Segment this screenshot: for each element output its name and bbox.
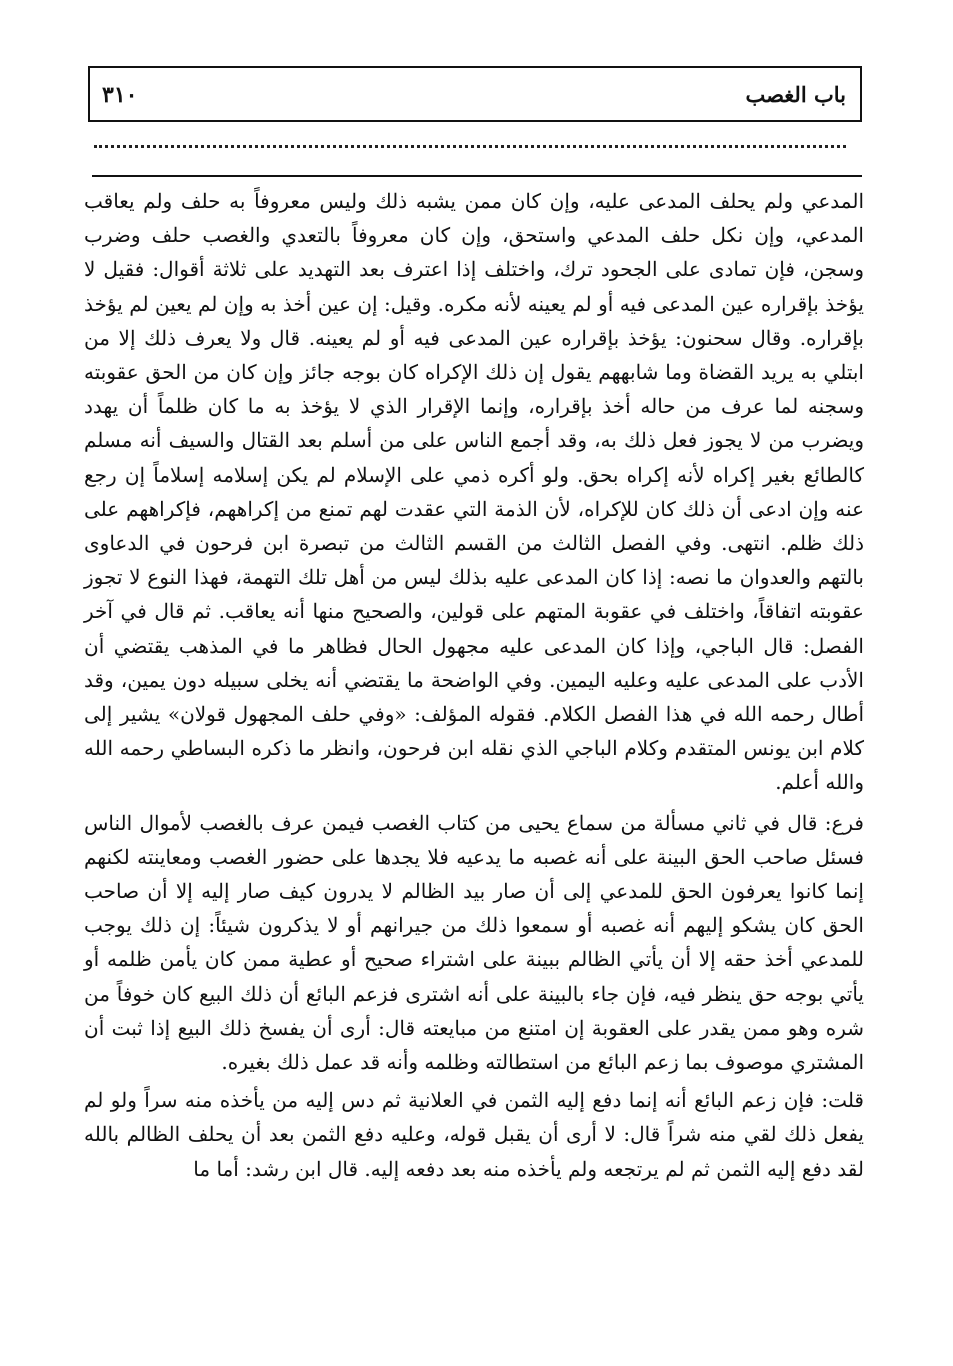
dotted-divider (94, 145, 846, 148)
solid-divider (92, 175, 862, 177)
page-header (88, 66, 862, 122)
paragraph: المدعي ولم يحلف المدعى عليه، وإن كان ممن يشبه ذلك وليس معروفاً به حلف ولم يعاقب المدعي، وإن نكل حلف المدعي واستحق، وإن كان معروفاً بالتعدي والغصب حلف وضرب وسجن، فإن تمادى على الجحود ترك، واختلف إذا اعترف بعد التهديد على ثلاثة أقوال: فقيل لا يؤخذ بإقراره عين المدعى فيه أو لم يعينه لأنه مكره. وقيل: إن عين أخذ به وإن لم يعين لم يؤخذ بإقراره. وقال سحنون: يؤخذ بإقراره عين المدعى فيه أو لم يعينه. قال ولا يعرف ذلك إلا من ابتلي به يريد القضاة وما شابههم يقول إن ذلك الإكراه كان بوجه جائز وإن كان من الحق عقوبته وسجنه لما عرف من حاله أخذ بإقراره، وإنما الإقرار الذي لا يؤخذ به ما كان ظلماً أن يهدد ويضرب من لا يجوز فعل ذلك به، وقد أجمع الناس على من أسلم بعد القتال والسيف أنه مسلم كالطائع بغير إكراه لأنه إكراه بحق. ولو أكره ذمي على الإسلام لم يكن إسلامه إسلاماً إن رجع عنه وإن ادعى أن ذلك كان للإكراه، لأن الذمة التي عقدت لهم تمنع من إكراههم، فإكراههم على ذلك ظلم. انتهى. وفي الفصل الثالث من القسم الثالث من تبصرة ابن فرحون في الدعاوى بالتهم والعدوان ما نصه: إذا كان المدعى عليه بذلك ليس من أهل تلك التهمة، فهذا النوع لا تجوز عقوبته اتفاقاً، واختلف في عقوبة المتهم على قولين، والصحيح منها أنه يعاقب. ثم قال في آخر الفصل: قال الباجي، وإذا كان المدعى عليه مجهول الحال فظاهر ما في المذهب يقتضي أن الأدب على المدعى عليه وعليه اليمين. وفي الواضحة ما يقتضي أنه يخلى سبيله دون يمين، وقد أطال رحمه الله في هذا الفصل الكلام. فقوله المؤلف: «وفي حلف المجهول قولان» يشير إلى كلام ابن يونس المتقدم وكلام الباجي الذي نقله ابن فرحون، وانظر ما ذكره البساطي رحمه الله والله أعلم. (84, 189, 864, 795)
body-text (84, 184, 864, 1186)
paragraph: فرع: قال في ثاني مسألة من سماع يحيى من كتاب الغصب فيمن عرف بالغصب لأموال الناس فسئل صاحب الحق البينة على أنه غصبه ما يدعيه فلا يجدها على حضور الغصب ومعاينته لكنهم إنما كانوا يعرفون الحق للمدعي إلى أن صار بيد الظالم لا يدرون كيف صار إليه إلا أن صاحب الحق كان يشكو إليهم أنه غصبه أو سمعوا ذلك من جيرانهم أو لا يذكرون شيئاً: إن ذلك يوجب للمدعي أخذ حقه إلا أن يأتي الظالم ببينة على اشتراء صحيح أو عطية ممن كان يأمن ظلمه أو يأتي بوجه حق ينظر فيه، فإن جاء بالبينة على أنه اشترى فزعم البائع أن ذلك البيع كان خوفاً من شره وهو ممن يقدر على العقوبة إن امتنع من مبايعته قال: أرى أن يفسخ ذلك البيع إذا ثبت أن المشتري موصوف بما زعم البائع من استطالته وظلمه وأنه قد عمل ذلك بغيره. (84, 810, 864, 1075)
paragraph: قلت: فإن زعم البائع أنه إنما دفع إليه الثمن في العلانية ثم دس إليه من يأخذه منه سراً ولو لم يفعل ذلك لقي منه شراً قال: لا أرى أن يقبل قوله، وعليه دفع الثمن بعد أن يحلف الظالم بالله لقد دفع إليه الثمن ثم لم يرتجعه ولم يأخذه منه بعد دفعه إليه. قال ابن رشد: أما ما (84, 1088, 864, 1181)
page-number: ٣١٠ (102, 82, 138, 108)
chapter-title: باب الغصب (745, 82, 846, 107)
